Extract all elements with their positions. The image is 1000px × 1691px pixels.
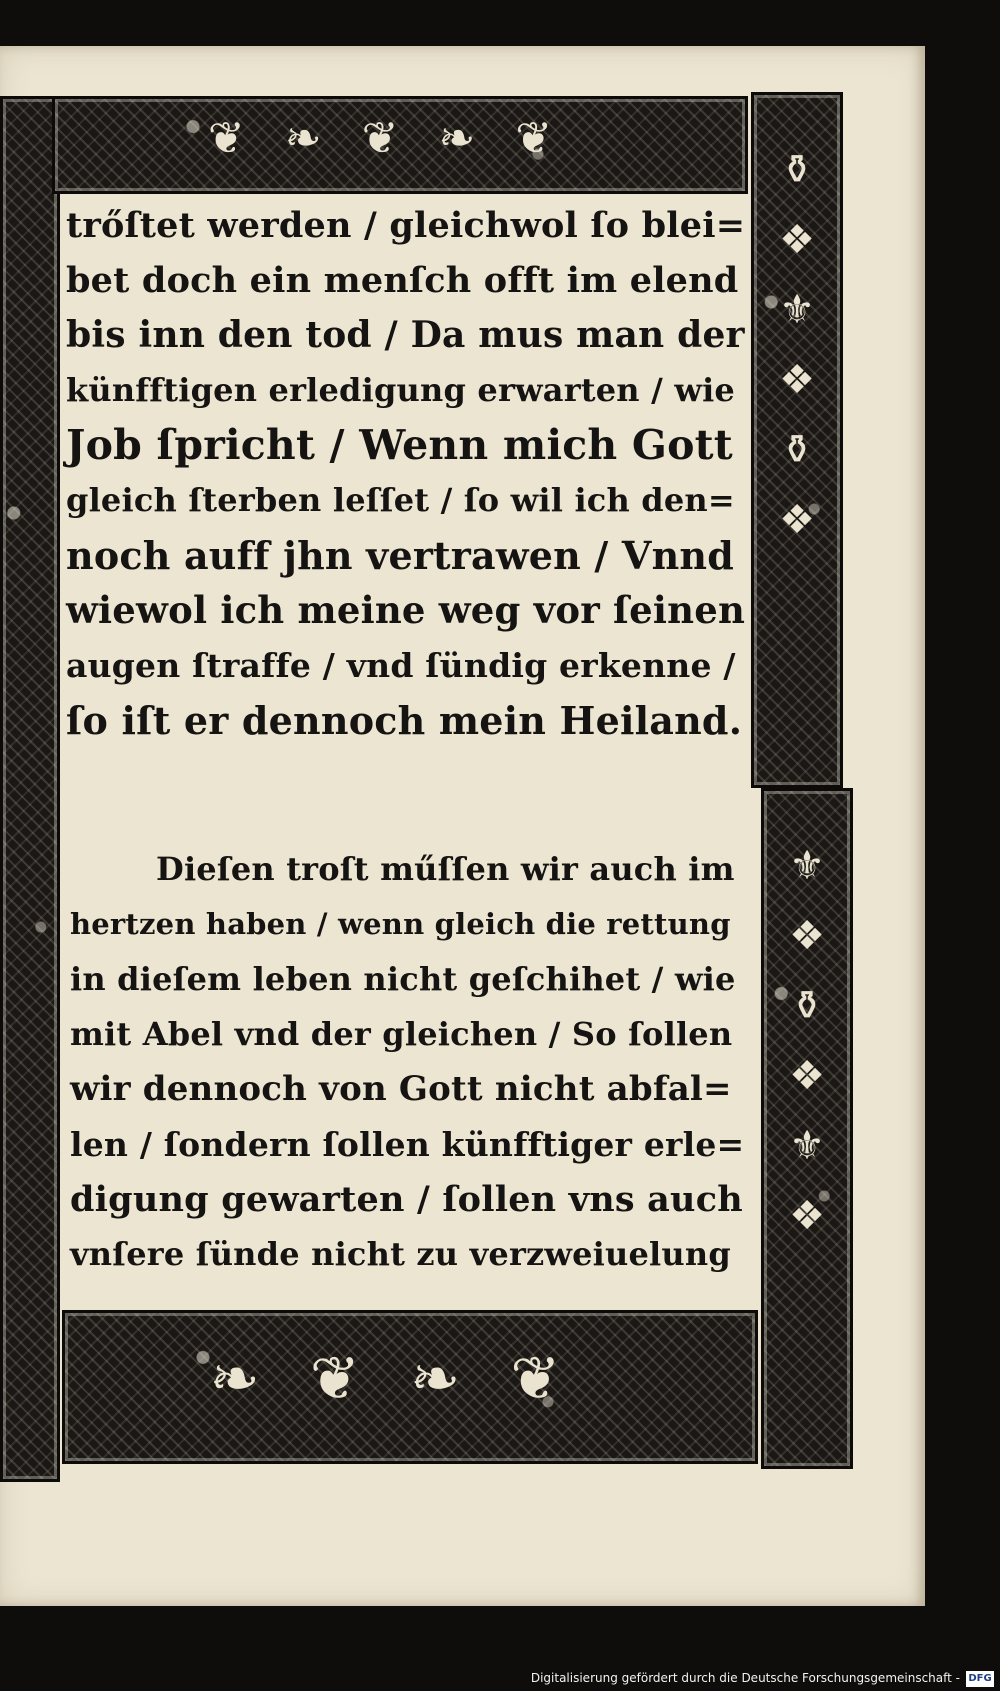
funding-credit: Digitalisierung gefördert durch die Deutsche Forschungsgemeinschaft - xyxy=(530,1671,960,1685)
text-line: noch auff jhn vertrawen / Vnnd xyxy=(66,533,735,578)
text-line: augen ſtraffe / vnd ſündig erkenne / xyxy=(66,646,736,685)
right-ornamental-column-upper xyxy=(751,92,843,788)
text-line: wir dennoch von Gott nicht abfal= xyxy=(70,1069,732,1109)
footer-bar xyxy=(0,1668,1000,1691)
text-line: künfftigen erledigung erwarten / wie xyxy=(66,371,735,409)
text-line: vnſere ſünde nicht zu verzweiuelung xyxy=(70,1235,731,1273)
dfg-logo-icon: DFG xyxy=(966,1671,994,1687)
column-ornament-icon: ⚱ ❖ ⚜ ❖ ⚱ ❖ xyxy=(779,147,815,543)
text-line: len / ſondern ſollen künfftiger erle= xyxy=(70,1125,745,1164)
column-ornament-icon: ⚜ ❖ ⚱ ❖ ⚜ ❖ xyxy=(789,843,825,1239)
text-line: bet doch ein menſch offt im elend xyxy=(66,260,739,301)
foliage-ornament-icon: ❧❦❧❦ xyxy=(209,1344,611,1414)
text-line: digung gewarten / ſollen vns auch xyxy=(70,1179,743,1220)
text-line: wiewol ich meine weg vor ſeinen xyxy=(66,588,746,632)
text-line: Job ſpricht / Wenn mich Gott xyxy=(66,421,733,469)
text-line: in dieſem leben nicht geſchihet / wie xyxy=(70,960,736,998)
text-line: mit Abel vnd der gleichen / So ſollen xyxy=(70,1015,733,1053)
text-line: gleich ſterben leſſet / ſo wil ich den= xyxy=(66,481,735,519)
text-line: Dieſen troſt műſſen wir auch im xyxy=(156,850,735,888)
text-line: ſo iſt er dennoch mein Heiland. xyxy=(66,698,743,743)
right-ornamental-column-lower xyxy=(761,788,853,1469)
text-block-upper xyxy=(66,198,746,748)
text-line: trőſtet werden / gleichwol ſo blei= xyxy=(66,205,746,246)
text-line: hertzen haben / wenn gleich die rettung xyxy=(70,907,731,941)
bottom-ornamental-border xyxy=(62,1310,758,1464)
text-block-lower xyxy=(70,842,750,1282)
top-ornamental-border xyxy=(52,96,748,194)
leaf-ornament-icon: ❦❧❦❧❦ xyxy=(207,113,593,164)
text-line: bis inn den tod / Da mus man der xyxy=(66,314,745,356)
left-ornamental-border xyxy=(0,96,60,1482)
